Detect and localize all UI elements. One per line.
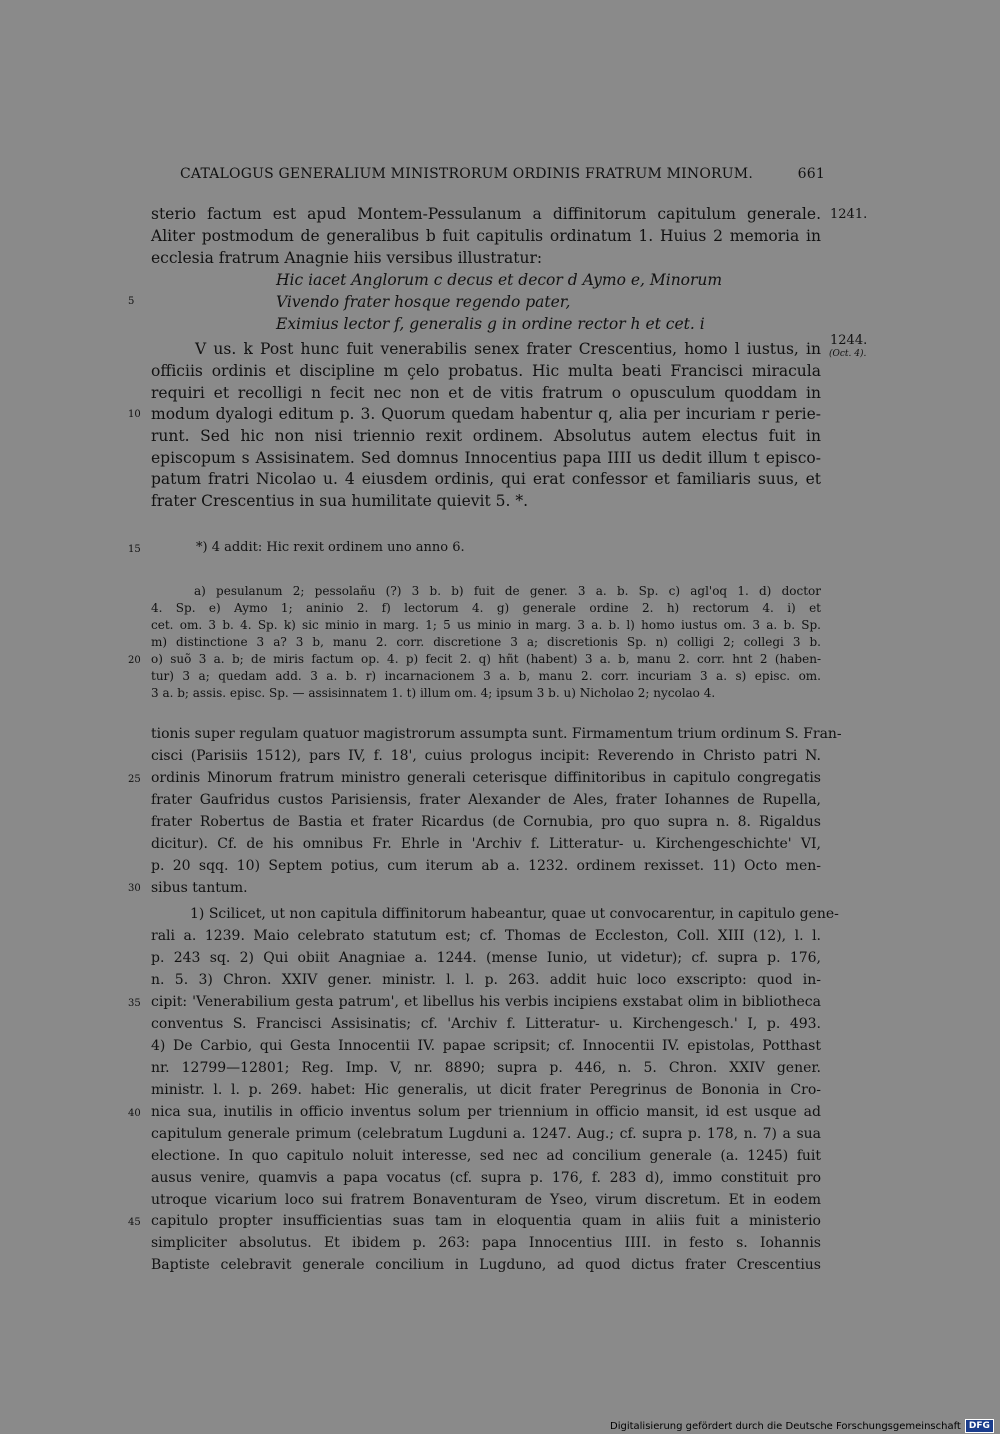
main-text-line: patum fratri Nicolao u. 4 eiusdem ordinis, qui erat confessor et familiaris suus, et bbox=[151, 470, 821, 488]
commentary-line: p. 20 sqq. 10) Septem potius, cum iterum ab a. 1232. ordinem rexisset. 11) Octo men- bbox=[151, 858, 821, 874]
verse-line: Vivendo frater hosque regendo pater, bbox=[276, 293, 571, 311]
main-text-line: requiri et recolligi n fecit nec non et de vitis fratrum o opusculum quoddam in bbox=[151, 384, 821, 402]
commentary-line: cipit: 'Venerabilium gesta patrum', et libellus his verbis incipiens exstabat olim in bibliotheca bbox=[151, 994, 821, 1010]
footer-text: Digitalisierung gefördert durch die Deutsche Forschungsgemeinschaft bbox=[610, 1420, 961, 1432]
apparatus-line: 3 a. b; assis. episc. Sp. — assisinnatem 1. t) illum om. 4; ipsum 3 b. u) Nicholao 2; nycolao 4. bbox=[151, 686, 716, 700]
line-number: 35 bbox=[128, 998, 141, 1009]
commentary-line: p. 243 sq. 2) Qui obiit Anagniae a. 1244. (mense Iunio, ut videtur); cf. supra p. 176, bbox=[151, 950, 821, 966]
commentary-line: n. 5. 3) Chron. XXIV gener. ministr. l. l. p. 263. addit huic loco exscripto: quod in- bbox=[151, 972, 821, 988]
commentary-line: ordinis Minorum fratrum ministro generali ceterisque diffinitoribus in capitulo congregatis bbox=[151, 770, 821, 786]
commentary-line: frater Gaufridus custos Parisiensis, frater Alexander de Ales, frater Iohannes de Rupella, bbox=[151, 792, 821, 808]
main-text-line: runt. Sed hic non nisi triennio rexit ordinem. Absolutus autem electus fuit in bbox=[151, 427, 821, 445]
line-number: 15 bbox=[128, 544, 141, 555]
line-number: 20 bbox=[128, 655, 141, 666]
commentary-line: 4) De Carbio, qui Gesta Innocentii IV. papae scripsit; cf. Innocentii IV. epistolas, Potthast bbox=[151, 1038, 821, 1054]
margin-year-1244: 1244. bbox=[830, 333, 868, 348]
main-text-line: Aliter postmodum de generalibus b fuit capitulis ordinatum 1. Huius 2 memoria in bbox=[151, 227, 821, 245]
commentary-line: capitulum generale primum (celebratum Lugduni a. 1247. Aug.; cf. supra p. 178, n. 7) a sua bbox=[151, 1126, 821, 1142]
apparatus-line: cet. om. 3 b. 4. Sp. k) sic minio in marg. 1; 5 us minio in marg. 3 a. b. l) homo iustus om. 3 a. b. Sp. bbox=[151, 618, 821, 632]
commentary-line: 1) Scilicet, ut non capitula diffinitorum habeantur, quae ut convocarentur, in capitulo gene- bbox=[190, 906, 839, 922]
main-text-line: sterio factum est apud Montem-Pessulanum a diffinitorum capitulum generale. bbox=[151, 205, 821, 223]
commentary-line: sibus tantum. bbox=[151, 880, 248, 896]
commentary-line: cisci (Parisiis 1512), pars IV, f. 18', cuius prologus incipit: Reverendo in Christo patri N. bbox=[151, 748, 821, 764]
commentary-line: utroque vicarium loco sui fratrem Bonaventuram de Yseo, virum discretum. Et in eodem bbox=[151, 1192, 821, 1208]
commentary-line: electione. In quo capitulo noluit interesse, sed nec ad concilium generale (a. 1245) fuit bbox=[151, 1148, 821, 1164]
running-title: CATALOGUS GENERALIUM MINISTRORUM ORDINIS FRATRUM MINORUM. bbox=[180, 166, 753, 182]
commentary-line: conventus S. Francisci Assisinatis; cf. 'Archiv f. Litteratur- u. Kirchengesch.' I, p. 493. bbox=[151, 1016, 821, 1032]
dfg-logo: DFG bbox=[965, 1419, 994, 1433]
commentary-line: frater Robertus de Bastia et frater Ricardus (de Cornubia, pro quo supra n. 8. Rigaldus bbox=[151, 814, 821, 830]
line-number: 40 bbox=[128, 1108, 141, 1119]
commentary-line: capitulo propter insufficientias suas tam in eloquentia quam in aliis fuit a ministerio bbox=[151, 1213, 821, 1229]
main-text-line: V us. k Post hunc fuit venerabilis senex frater Crescentius, homo l iustus, in bbox=[195, 340, 821, 358]
commentary-line: simpliciter absolutus. Et ibidem p. 263: papa Innocentius IIII. in festo s. Iohannis bbox=[151, 1235, 821, 1251]
commentary-line: ministr. l. l. p. 269. habet: Hic generalis, ut dicit frater Peregrinus de Bononia in Cro- bbox=[151, 1082, 821, 1098]
line-number: 45 bbox=[128, 1217, 141, 1228]
line-number: 5 bbox=[128, 296, 135, 307]
commentary-line: nica sua, inutilis in officio inventus solum per triennium in officio mansit, id est usque ad bbox=[151, 1104, 821, 1120]
commentary-line: nr. 12799—12801; Reg. Imp. V, nr. 8890; supra p. 446, n. 5. Chron. XXIV gener. bbox=[151, 1060, 821, 1076]
margin-date-oct: (Oct. 4). bbox=[829, 349, 867, 359]
main-text-line: episcopum s Assisinatem. Sed domnus Innocentius papa IIII us dedit illum t episco- bbox=[151, 449, 821, 467]
commentary-line: ausus venire, quamvis a papa vocatus (cf. supra p. 176, f. 283 d), immo constituit pro bbox=[151, 1170, 821, 1186]
apparatus-line: o) suõ 3 a. b; de miris factum op. 4. p) fecit 2. q) hñt (habent) 3 a. b, manu 2. corr. hnt 2 (haben- bbox=[151, 652, 821, 666]
main-text-line: modum dyalogi editum p. 3. Quorum quedam habentur q, alia per incuriam r perie- bbox=[151, 405, 821, 423]
commentary-line: tionis super regulam quatuor magistrorum assumpta sunt. Firmamentum trium ordinum S. Fran- bbox=[151, 726, 842, 742]
line-number: 30 bbox=[128, 883, 141, 894]
line-number: 25 bbox=[128, 774, 141, 785]
margin-year-1241: 1241. bbox=[830, 207, 868, 222]
page-number: 661 bbox=[797, 166, 825, 182]
commentary-line: Baptiste celebravit generale concilium in Lugduno, ad quod dictus frater Crescentius bbox=[151, 1257, 821, 1273]
apparatus-line: a) pesulanum 2; pessolañu (?) 3 b. b) fuit de gener. 3 a. b. Sp. c) agl'oq 1. d) doctor bbox=[194, 584, 821, 598]
main-text-line: frater Crescentius in sua humilitate quievit 5. *. bbox=[151, 492, 529, 510]
digitization-footer bbox=[610, 1419, 994, 1433]
verse-line: Hic iacet Anglorum c decus et decor d Aymo e, Minorum bbox=[276, 271, 723, 289]
star-note: *) 4 addit: Hic rexit ordinem uno anno 6. bbox=[196, 540, 465, 555]
commentary-line: dicitur). Cf. de his omnibus Fr. Ehrle in 'Archiv f. Litteratur- u. Kirchengeschichte' VI, bbox=[151, 836, 821, 852]
line-number: 10 bbox=[128, 409, 141, 420]
commentary-line: rali a. 1239. Maio celebrato statutum est; cf. Thomas de Eccleston, Coll. XIII (12), l. l. bbox=[151, 928, 821, 944]
apparatus-line: m) distinctione 3 a? 3 b, manu 2. corr. discretione 3 a; discretionis Sp. n) colligi 2; collegi 3 b. bbox=[151, 635, 821, 649]
apparatus-line: tur) 3 a; quedam add. 3 a. b. r) incarnacionem 3 a. b, manu 2. corr. incuriam 3 a. s) episc. om. bbox=[151, 669, 821, 683]
running-header bbox=[180, 166, 825, 182]
verse-line: Eximius lector f, generalis g in ordine rector h et cet. i bbox=[276, 315, 705, 333]
main-text-line: officiis ordinis et discipline m çelo probatus. Hic multa beati Francisci miracula bbox=[151, 362, 821, 380]
apparatus-line: 4. Sp. e) Aymo 1; aninio 2. f) lectorum 4. g) generale ordine 2. h) rectorum 4. i) et bbox=[151, 601, 821, 615]
main-text-line: ecclesia fratrum Anagnie hiis versibus illustratur: bbox=[151, 249, 543, 267]
